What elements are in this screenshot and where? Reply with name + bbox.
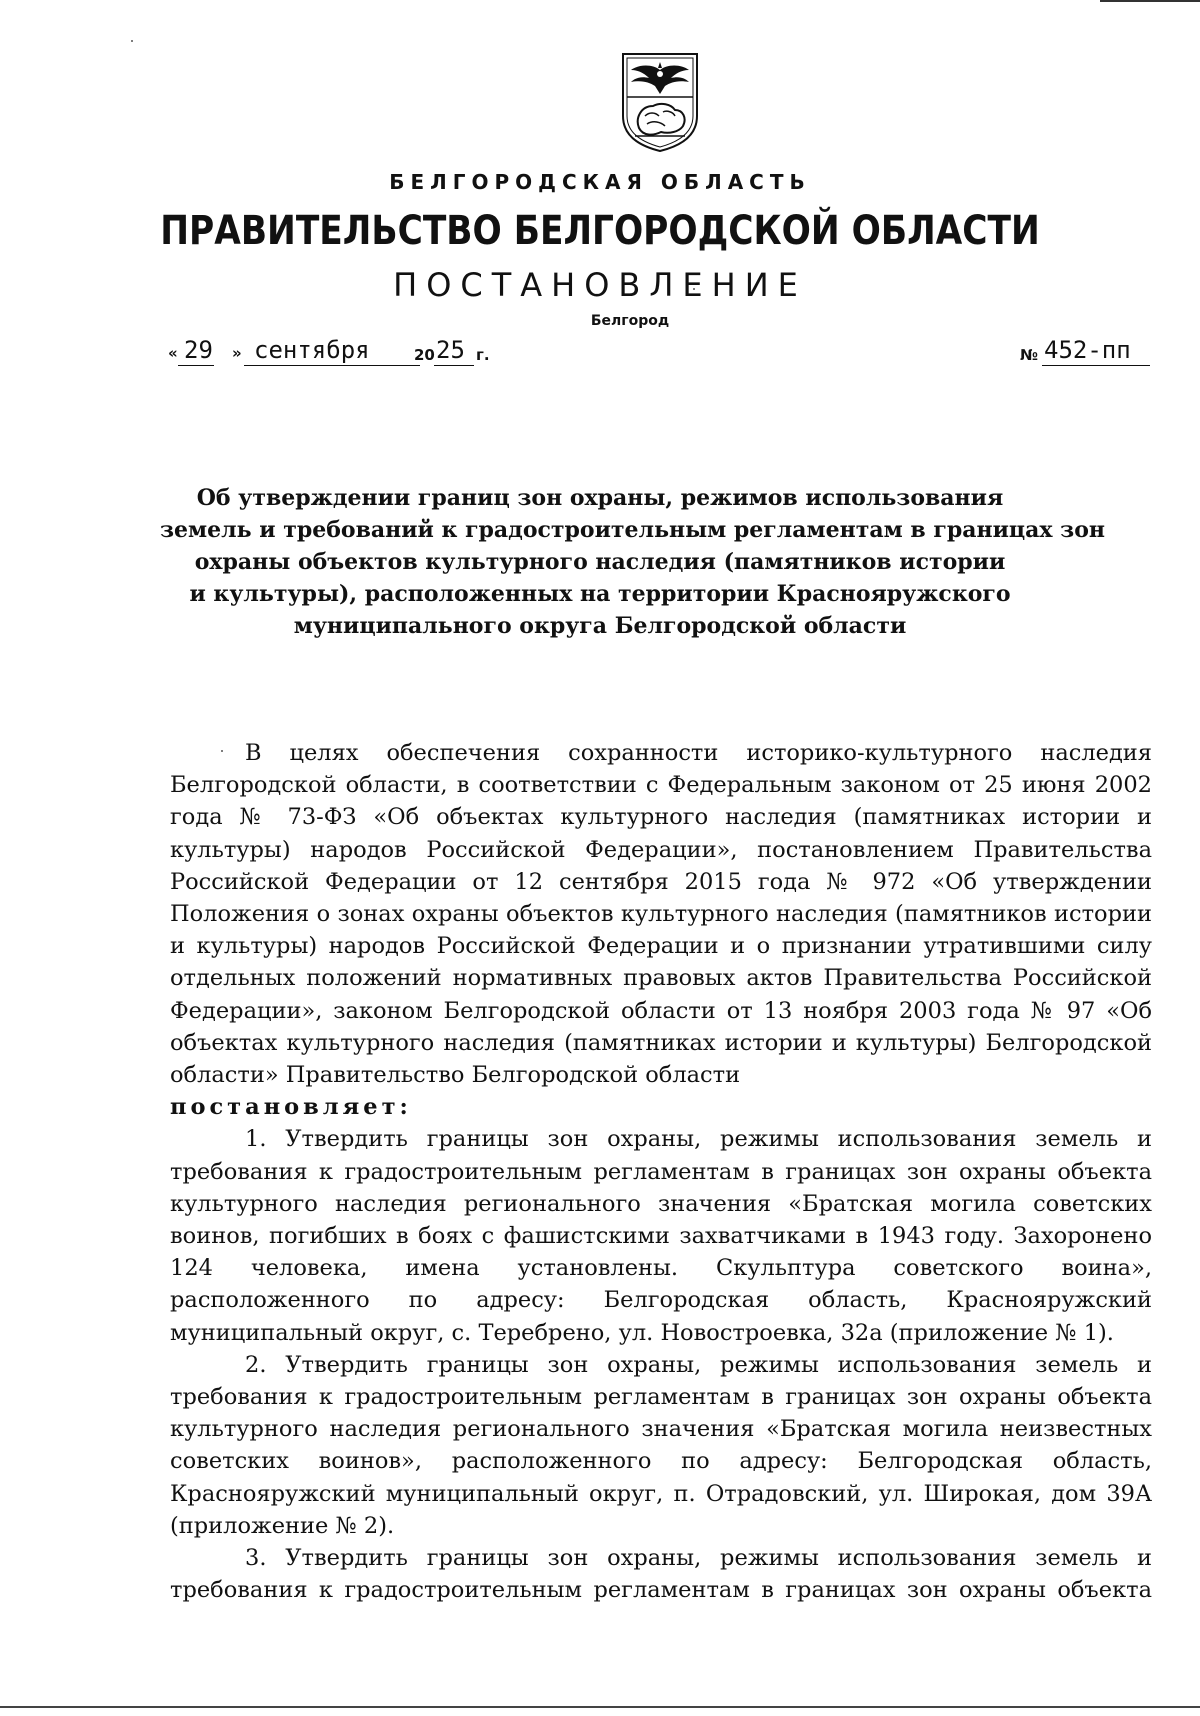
decree-item-2: 2. Утвердить границы зон охраны, режимы использования земель и требования к градостроительным регламентам в границах зон охраны объекта культурного наследия регионального значения «Братская могила неизвестных советских воинов», расположенного по адресу: Белгородская область, Краснояружский муниципальный округ, п. Отрадовский, ул. Широкая, дом 39А (приложение № 2). bbox=[170, 1351, 1152, 1539]
decree-word: постановляет: bbox=[170, 1094, 412, 1121]
decree-item-1: 1. Утвердить границы зон охраны, режимы использования земель и требования к градостроительным регламентам в границах зон охраны объекта культурного наследия регионального значения «Братская могила советских воинов, погибших в боях с фашистскими захватчиками в 1943 году. Захоронено 124 человека, имена установлены. Скульптура советского воина», расположенного по адресу: Белгородская область, Краснояружский муниципальный округ, с. Теребрено, ул. Новостроевка, 32а (приложение № 1). bbox=[170, 1126, 1152, 1346]
document-body bbox=[170, 737, 1152, 1606]
date-year-underline bbox=[434, 365, 474, 366]
decree-item-3: 3. Утвердить границы зон охраны, режимы использования земель и требования к градостроительным регламентам в границах зон охраны объекта bbox=[170, 1545, 1152, 1604]
title-line: Об утверждении границ зон охраны, режимов использования bbox=[196, 485, 1004, 511]
number-underline bbox=[1042, 365, 1150, 366]
number-value: 452-пп bbox=[1044, 336, 1131, 364]
title-line: и культуры), расположенных на территории Краснояружского bbox=[189, 581, 1011, 607]
belgorod-coat-of-arms-emblem bbox=[617, 50, 703, 154]
date-year-suffix: г. bbox=[476, 346, 490, 364]
top-right-border-line bbox=[1100, 0, 1200, 2]
date-month-underline bbox=[244, 365, 420, 366]
scan-speck bbox=[131, 40, 133, 42]
government-title: ПРАВИТЕЛЬСТВО БЕЛГОРОДСКОЙ ОБЛАСТИ bbox=[160, 208, 1040, 254]
date-month: сентября bbox=[254, 336, 370, 364]
preamble-paragraph: В целях обеспечения сохранности историко-культурного наследия Белгородской области, в соответствии с Федеральным законом от 25 июня 2002 года № 73-ФЗ «Об объектах культурного наследия (памятниках истории и культуры) народов Российской Федерации», постановлением Правительства Российской Федерации от 12 сентября 2015 года № 972 «Об утверждении Положения о зонах охраны объектов культурного наследия (памятников истории и культуры) народов Российской Федерации и о признании утратившими силу отдельных положений нормативных правовых актов Правительства Российской Федерации», законом Белгородской области от 13 ноября 2003 года № 97 «Об объектах культурного наследия (памятниках истории и культуры) Белгородской области» Правительство Белгородской области bbox=[170, 740, 1152, 1089]
date-day: 29 bbox=[184, 336, 213, 364]
number-sign: № bbox=[1020, 346, 1039, 364]
document-type: ПОСТАНОВЛЕНИЕ bbox=[393, 266, 807, 304]
city-name: Белгород bbox=[590, 313, 670, 329]
date-year: 25 bbox=[436, 336, 465, 364]
date-century: 20 bbox=[414, 346, 435, 364]
region-name: БЕЛГОРОДСКАЯ ОБЛАСТЬ bbox=[389, 170, 811, 194]
date-close-quote: » bbox=[232, 344, 242, 362]
document-title bbox=[160, 482, 1106, 642]
title-line: охраны объектов культурного наследия (памятников истории bbox=[194, 549, 1006, 575]
date-day-underline bbox=[178, 365, 214, 366]
date-open-quote: « bbox=[168, 344, 178, 362]
title-line: земель и требований к градостроительным регламентам в границах зон bbox=[160, 517, 1106, 543]
bottom-border-line bbox=[0, 1706, 1200, 1708]
title-line: муниципального округа Белгородской области bbox=[293, 613, 907, 639]
